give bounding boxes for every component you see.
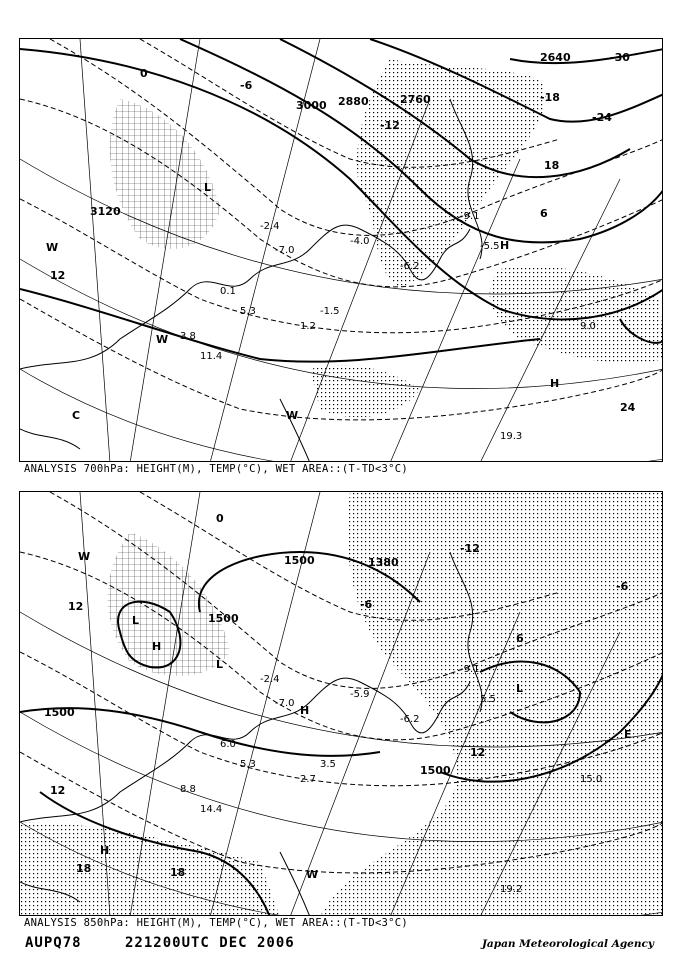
temp-label: -12 bbox=[380, 119, 400, 132]
temp-label: -30 bbox=[610, 51, 630, 64]
height-label: 1500 bbox=[44, 706, 75, 719]
map-700-svg bbox=[20, 39, 663, 462]
svg-text:8.8: 8.8 bbox=[180, 784, 196, 795]
svg-text:-9.1: -9.1 bbox=[460, 664, 480, 675]
svg-text:-7.0: -7.0 bbox=[275, 245, 295, 256]
svg-text:-6.2: -6.2 bbox=[400, 261, 420, 272]
temp-label: -6 bbox=[240, 79, 253, 92]
valid-time: 221200UTC DEC 2006 bbox=[125, 935, 295, 951]
svg-text:19.2: 19.2 bbox=[500, 884, 523, 895]
height-label: 1500 bbox=[420, 764, 451, 777]
svg-text:-7.0: -7.0 bbox=[275, 698, 295, 709]
svg-text:-6.2: -6.2 bbox=[400, 714, 420, 725]
chart-code: AUPQ78 bbox=[25, 935, 82, 951]
svg-text:3.8: 3.8 bbox=[180, 331, 196, 342]
temp-label: 12 bbox=[68, 600, 84, 613]
analysis-700hpa-map bbox=[19, 38, 663, 462]
temp-label: 6 bbox=[540, 207, 548, 220]
system-label: W bbox=[156, 333, 169, 346]
system-label: L bbox=[204, 181, 212, 194]
analysis-850hpa-map bbox=[19, 491, 663, 916]
wet-area bbox=[490, 266, 663, 363]
system-label: W bbox=[78, 550, 91, 563]
svg-text:19.3: 19.3 bbox=[500, 431, 523, 442]
height-label: 3120 bbox=[90, 205, 121, 218]
svg-text:-2.4: -2.4 bbox=[260, 674, 280, 685]
height-label: 1500 bbox=[208, 612, 239, 625]
system-label: H bbox=[550, 377, 560, 390]
system-label: W bbox=[286, 409, 299, 422]
svg-text:-1.5: -1.5 bbox=[320, 306, 340, 317]
system-label: C bbox=[72, 409, 81, 422]
system-label: H bbox=[500, 239, 510, 252]
svg-text:1.2: 1.2 bbox=[300, 321, 316, 332]
temp-label: -6 bbox=[616, 580, 629, 593]
temp-label: 0 bbox=[140, 67, 148, 80]
system-label: L bbox=[216, 658, 224, 671]
caption-850hpa: ANALYSIS 850hPa: HEIGHT(M), TEMP(°C), WET AREA::(T-TD<3°C) bbox=[24, 917, 409, 929]
wet-area bbox=[310, 365, 420, 417]
temp-label: -12 bbox=[460, 542, 480, 555]
svg-text:11.4: 11.4 bbox=[200, 351, 223, 362]
temp-label: 18 bbox=[170, 866, 186, 879]
svg-text:15.0: 15.0 bbox=[580, 774, 603, 785]
temp-label: -6 bbox=[360, 598, 373, 611]
temp-label: -24 bbox=[592, 111, 612, 124]
svg-text:-5.5: -5.5 bbox=[480, 241, 500, 252]
svg-text:3.5: 3.5 bbox=[320, 759, 336, 770]
temp-label: 12 bbox=[50, 784, 66, 797]
temp-label: 12 bbox=[470, 746, 486, 759]
svg-text:0.1: 0.1 bbox=[220, 286, 236, 297]
svg-text:9.0: 9.0 bbox=[580, 321, 596, 332]
svg-text:5.3: 5.3 bbox=[240, 306, 256, 317]
caption-700hpa: ANALYSIS 700hPa: HEIGHT(M), TEMP(°C), WET AREA::(T-TD<3°C) bbox=[24, 463, 409, 475]
svg-text:-5.9: -5.9 bbox=[350, 689, 370, 700]
temp-label: 12 bbox=[50, 269, 66, 282]
svg-text:5.5: 5.5 bbox=[480, 694, 496, 705]
system-label: E bbox=[624, 728, 632, 741]
agency-credit: Japan Meteorological Agency bbox=[481, 938, 654, 950]
system-label: H bbox=[100, 844, 110, 857]
svg-text:14.4: 14.4 bbox=[200, 804, 223, 815]
wet-area bbox=[357, 59, 546, 289]
temp-label: 18 bbox=[76, 862, 92, 875]
system-label: L bbox=[516, 682, 524, 695]
wet-area bbox=[20, 822, 280, 916]
temp-label: -18 bbox=[540, 91, 560, 104]
map-850-svg bbox=[20, 492, 663, 916]
temp-label: 6 bbox=[516, 632, 524, 645]
height-label: 2640 bbox=[540, 51, 571, 64]
system-label: H bbox=[300, 704, 310, 717]
wet-area bbox=[110, 99, 220, 249]
svg-text:2.7: 2.7 bbox=[300, 774, 316, 785]
svg-text:-4.0: -4.0 bbox=[350, 236, 370, 247]
svg-text:-9.1: -9.1 bbox=[460, 211, 480, 222]
system-label: W bbox=[306, 868, 319, 881]
temp-label: 0 bbox=[216, 512, 224, 525]
height-label: 2760 bbox=[400, 93, 431, 106]
system-label: H bbox=[152, 640, 162, 653]
svg-text:6.0: 6.0 bbox=[220, 739, 236, 750]
height-label: 3000 bbox=[296, 99, 327, 112]
svg-text:5.3: 5.3 bbox=[240, 759, 256, 770]
height-label: 2880 bbox=[338, 95, 369, 108]
height-label: 1500 bbox=[284, 554, 315, 567]
system-label: W bbox=[46, 241, 59, 254]
temp-label: 18 bbox=[544, 159, 560, 172]
temp-label: 24 bbox=[620, 401, 636, 414]
system-label: L bbox=[132, 614, 140, 627]
height-label: 1380 bbox=[368, 556, 399, 569]
svg-text:-2.4: -2.4 bbox=[260, 221, 280, 232]
